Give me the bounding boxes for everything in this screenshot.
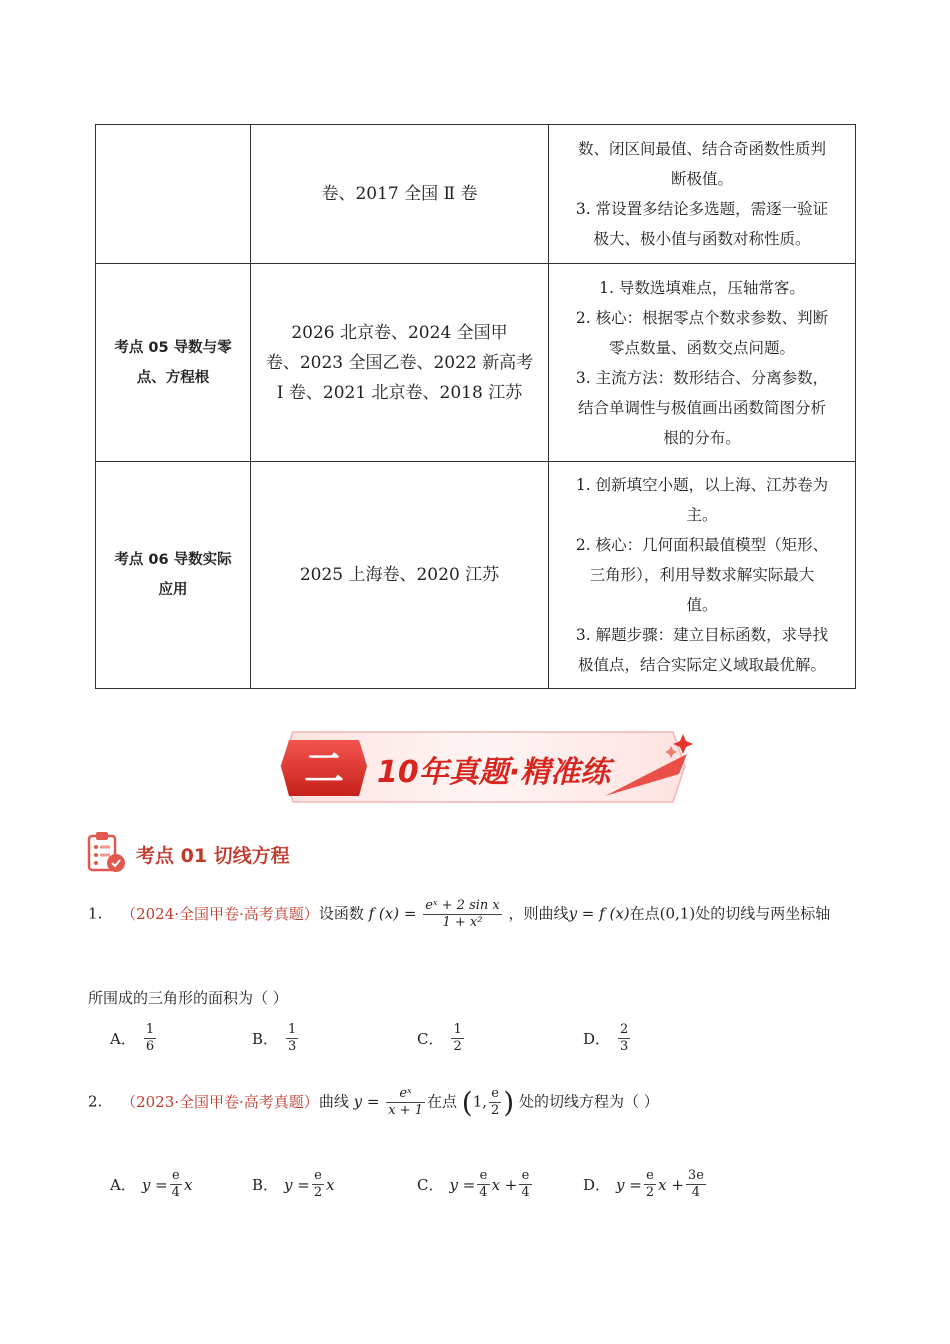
option-a[interactable] (110, 1022, 158, 1055)
question-1 (88, 898, 830, 931)
topic-cell (96, 125, 251, 264)
math-expression: 1, (472, 1092, 488, 1111)
notes-cell (549, 264, 856, 462)
math-expression: y = (449, 1175, 476, 1194)
option-label: A． (110, 1030, 136, 1048)
option-d[interactable] (583, 1022, 632, 1055)
math-fraction (386, 1086, 425, 1119)
question-text: 曲线 (318, 1092, 349, 1111)
years-line: 卷、2017 全国 Ⅱ 卷 (321, 184, 478, 204)
notes-line: 极值点，结合实际定义域取最优解。 (577, 656, 826, 674)
math-fraction (489, 1086, 501, 1119)
fraction-numerator: 1 (145, 1022, 155, 1037)
years-cell (251, 264, 549, 462)
notes-cell (549, 125, 856, 264)
clipboard-icon (86, 830, 126, 878)
option-c[interactable] (417, 1168, 534, 1201)
math-fraction (477, 1168, 489, 1201)
notes-line: 零点数量、函数交点问题。 (608, 338, 795, 357)
fraction-numerator: 1 (288, 1022, 297, 1037)
math-expression: y = (141, 1175, 168, 1194)
fraction-numerator: e (644, 1168, 656, 1185)
years-cell (251, 125, 549, 264)
topic-cell (96, 264, 251, 462)
math-fraction (144, 1022, 156, 1055)
option-label: B． (252, 1030, 279, 1048)
option-c[interactable] (417, 1022, 466, 1055)
math-expression: y = (284, 1175, 310, 1194)
fraction-numerator: 2 (620, 1022, 629, 1037)
fraction-denominator: 6 (145, 1039, 155, 1054)
notes-line: 2. 核心：几何面积最值模型（矩形、 (575, 536, 829, 554)
banner-title: 10年真题·精准练 (377, 755, 611, 790)
fraction-denominator: 2 (645, 1185, 655, 1200)
notes-line: 3. 主流方法：数形结合、分离参数， (575, 368, 829, 387)
paren-left: ( (461, 1086, 473, 1119)
notes-line: 根的分布。 (663, 428, 741, 447)
banner-number: 二 (304, 746, 344, 792)
fraction-denominator: 4 (479, 1185, 488, 1200)
section-title: 考点 01 切线方程 (136, 844, 290, 867)
years-line: 2025 上海卷、2020 江苏 (299, 565, 500, 585)
math-fraction (451, 1022, 463, 1055)
fraction-numerator: 1 (453, 1022, 462, 1037)
fraction-numerator: e (477, 1168, 489, 1185)
table-row (96, 264, 856, 462)
option-b[interactable] (252, 1022, 300, 1055)
fraction-numerator: e (312, 1168, 324, 1185)
fraction-denominator: 2 (313, 1185, 323, 1200)
years-line: 2026 北京卷、2024 全国甲 (291, 322, 508, 343)
years-cell (251, 462, 549, 689)
fraction-numerator: eˣ (386, 1086, 425, 1103)
notes-line: 结合单调性与极值画出函数简图分析 (577, 398, 826, 417)
notes-line: 3. 解题步骤：建立目标函数，求导找 (575, 626, 829, 644)
fraction-denominator: 2 (491, 1103, 500, 1118)
math-expression: x (183, 1175, 193, 1194)
question-source: （2024·全国甲卷·高考真题） (121, 904, 319, 923)
topic-line: 考点 06 导数实际 (114, 552, 232, 568)
question-text: 设函数 (318, 904, 364, 923)
math-fraction (618, 1022, 630, 1055)
notes-line: 值。 (686, 596, 718, 614)
option-label: C． (417, 1176, 444, 1194)
math-fraction (423, 898, 502, 931)
option-label: D． (583, 1176, 611, 1194)
topic-line: 应用 (158, 582, 188, 598)
notes-line: 三角形），利用导数求解实际最大 (589, 566, 815, 584)
notes-line: 1. 导数选填难点，压轴常客。 (599, 278, 805, 297)
topic-line: 点、方程根 (136, 369, 210, 386)
math-fraction (286, 1022, 298, 1055)
fraction-denominator: 1 + x² (442, 915, 483, 930)
fraction-numerator: eˣ + 2 sin x (425, 898, 500, 913)
option-d[interactable] (583, 1168, 708, 1201)
math-fraction (686, 1168, 706, 1201)
notes-cell (549, 462, 856, 689)
fraction-denominator: 2 (453, 1039, 462, 1054)
question-source: （2023·全国甲卷·高考真题） (121, 1092, 319, 1111)
paren-right: ) (503, 1086, 515, 1119)
question-number: 2. (88, 1092, 103, 1111)
option-label: B． (252, 1176, 279, 1194)
question-text: 处的切线方程为（ ） (519, 1092, 659, 1111)
option-b[interactable] (252, 1168, 335, 1201)
section-banner (275, 722, 700, 810)
notes-line: 数、闭区间最值、结合奇函数性质判 (577, 140, 826, 158)
math-fraction (644, 1168, 656, 1201)
option-label: D． (583, 1030, 611, 1048)
question-text: 在点 (426, 1092, 457, 1111)
fraction-numerator: e (519, 1168, 531, 1185)
fraction-denominator: 3 (288, 1039, 297, 1054)
fraction-numerator: 3e (687, 1168, 704, 1183)
question-text: 处的切线与两坐标轴 (695, 904, 831, 923)
notes-line: 断极值。 (670, 170, 733, 188)
question-text: ，则曲线 (508, 904, 569, 923)
option-label: A． (110, 1176, 136, 1194)
math-fraction (519, 1168, 531, 1201)
option-a[interactable] (110, 1168, 192, 1201)
years-line: 卷、2023 全国乙卷、2022 新高考 (265, 352, 534, 373)
notes-line: 1. 创新填空小题，以上海、江苏卷为 (575, 476, 829, 494)
years-line: Ⅰ 卷、2021 北京卷、2018 江苏 (276, 382, 523, 403)
notes-line: 2. 核心：根据零点个数求参数、判断 (575, 308, 829, 327)
question-text: 所围成的三角形的面积为（ ） (88, 989, 288, 1007)
math-expression: x + (491, 1175, 518, 1194)
math-expression: y = (353, 1092, 380, 1111)
math-expression: x + (658, 1175, 684, 1194)
question-2 (88, 1086, 659, 1119)
section-heading (86, 832, 290, 876)
fraction-numerator: e (170, 1168, 182, 1185)
math-expression: y = (616, 1175, 642, 1194)
math-expression: (0,1) (659, 904, 696, 923)
question-number: 1. (88, 904, 103, 923)
option-label: C． (417, 1030, 444, 1048)
table-row (96, 125, 856, 264)
banner-graphic (275, 722, 700, 810)
fraction-denominator: 4 (521, 1185, 530, 1200)
question-text: 在点 (629, 904, 660, 923)
fraction-denominator: x + 1 (388, 1103, 423, 1118)
topic-cell (96, 462, 251, 689)
fraction-denominator: 3 (620, 1039, 629, 1054)
math-expression: y = f (x) (568, 904, 630, 923)
notes-line: 主。 (686, 506, 718, 524)
topic-line: 考点 05 导数与零 (114, 339, 232, 356)
fraction-denominator: 4 (691, 1185, 701, 1200)
fraction-denominator: 4 (171, 1185, 180, 1200)
exam-topic-table (95, 124, 856, 689)
table-row (96, 462, 856, 689)
fraction-numerator: e (489, 1086, 501, 1103)
notes-line: 极大、极小值与函数对称性质。 (593, 230, 811, 248)
notes-line: 3. 常设置多结论多选题，需逐一验证 (575, 200, 829, 218)
math-fraction (170, 1168, 182, 1201)
math-fraction (312, 1168, 324, 1201)
math-expression: x (326, 1175, 335, 1194)
math-expression: f (x) = (368, 904, 417, 923)
